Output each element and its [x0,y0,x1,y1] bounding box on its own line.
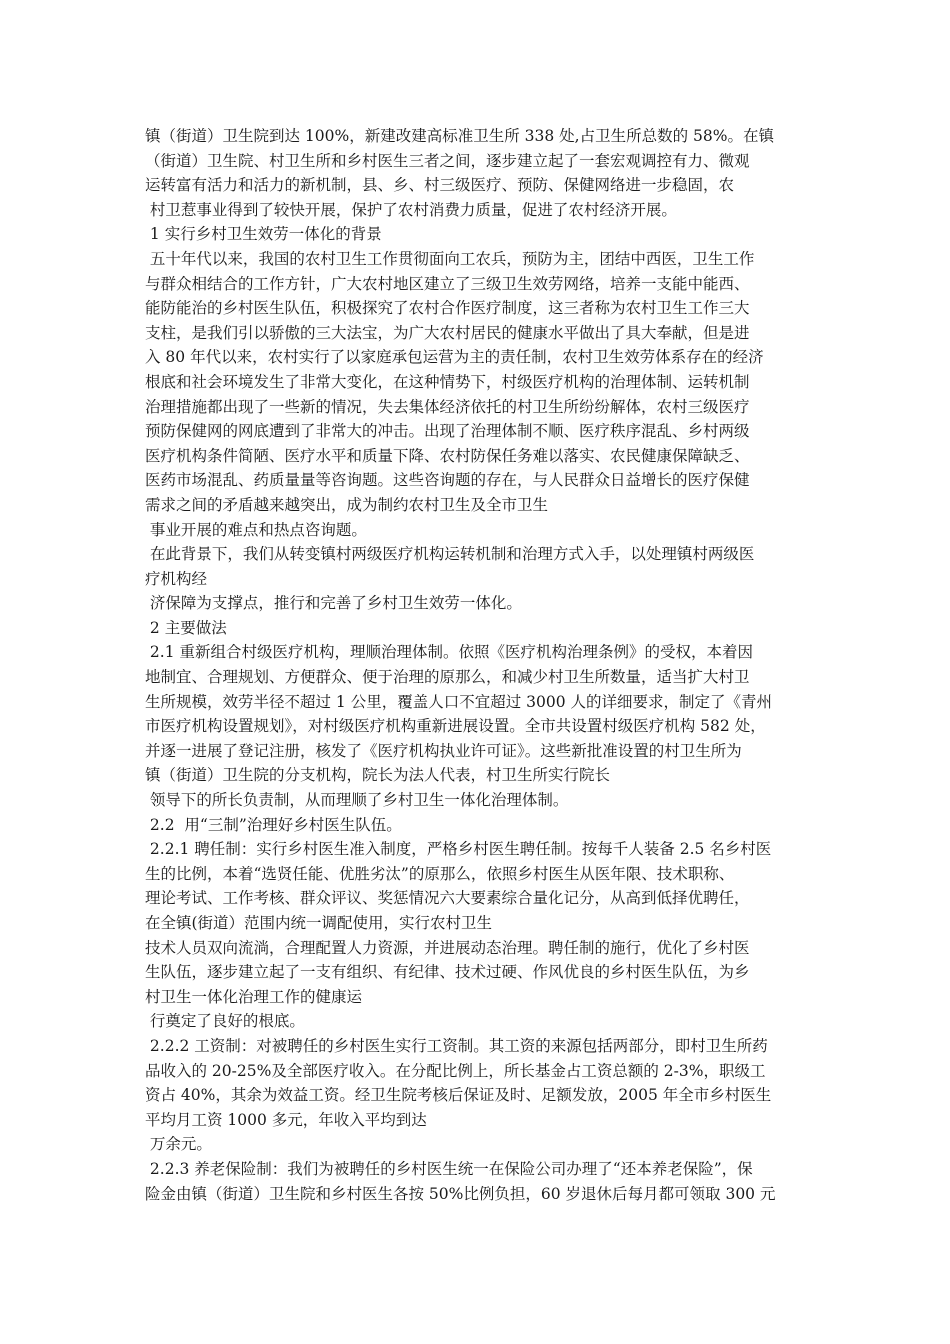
text-line: 并逐一进展了登记注册，核发了《医疗机构执业许可证》。这些新批准设置的村卫生所为 [145,741,742,760]
text-line: 疗机构经 [145,569,208,588]
text-line: 与群众相结合的工作方针，广大农村地区建立了三级卫生效劳网络，培养一支能中能西、 [145,274,750,293]
text-line: 镇（街道）卫生院到达 100%，新建改建高标准卫生所 338 处,占卫生所总数的 58%。在镇 [145,127,774,145]
text-line: 资占 40%，其余为效益工资。经卫生院考核后保证及时、足额发放，2005 年全市乡村医生 [145,1086,772,1105]
text-line: 生的比例，本着“选贤任能、优胜劣汰”的原那么，依照乡村医生从医年限、技术职称、 [145,864,735,883]
text-line: （街道）卫生院、村卫生所和乡村医生三者之间，逐步建立起了一套宏观调控有力、微观 [145,151,750,170]
text-line: 支柱，是我们引以骄傲的三大法宝，为广大农村居民的健康水平做出了具大奉献，但是进 [145,323,750,342]
text-line: 2.2.3 养老保险制：我们为被聘任的乡村医生统一在保险公司办理了“还本养老保险”，保 [145,1159,753,1178]
text-line: 村卫生一体化治理工作的健康运 [145,987,363,1006]
text-line: 技术人员双向流淌，合理配置人力资源，并进展动态治理。聘任制的施行，优化了乡村医 [145,938,750,957]
text-line: 市医疗机构设置规划》，对村级医疗机构重新进展设置。全市共设置村级医疗机构 582 处， [145,717,766,736]
text-line: 根底和社会环境发生了非常大变化，在这种情势下，村级医疗机构的治理体制、运转机制 [145,372,750,391]
text-line: 运转富有活力和活力的新机制，县、乡、村三级医疗、预防、保健网络进一步稳固，农 [145,176,735,195]
text-line: 能防能治的乡村医生队伍，积极探究了农村合作医疗制度，这三者称为农村卫生工作三大 [145,299,750,318]
text-line: 需求之间的矛盾越来越突出，成为制约农村卫生及全市卫生 [145,495,549,514]
text-line: 治理措施都出现了一些新的情况，失去集体经济依托的村卫生所纷纷解体，农村三级医疗 [145,397,750,416]
text-line: 2.2.1 聘任制：实行乡村医生准入制度，严格乡村医生聘任制。按每千人装备 2.5 名乡村医 [145,840,772,859]
text-line: 险金由镇（街道）卫生院和乡村医生各按 50%比例负担，60 岁退休后每月都可领取 300 元 [145,1184,776,1203]
text-line: 2.2 用“三制”治理好乡村医生队伍。 [145,815,402,834]
text-line: 五十年代以来，我国的农村卫生工作贯彻面向工农兵，预防为主，团结中西医，卫生工作 [145,249,755,268]
text-line: 1 实行乡村卫生效劳一体化的背景 [145,225,382,244]
text-line: 在全镇(街道）范围内统一调配使用，实行农村卫生 [145,914,493,932]
text-line: 生所规模，效劳半径不超过 1 公里，覆盖人口不宜超过 3000 人的详细要求，制定了《青州 [145,692,773,711]
text-line: 行奠定了良好的根底。 [145,1012,305,1031]
text-line: 品收入的 20-25%及全部医疗收入。在分配比例上，所长基金占工资总额的 2-3%，职级工 [145,1061,766,1080]
text-line: 2.1 重新组合村级医疗机构，理顺治理体制。依照《医疗机构治理条例》的受权，本着因 [145,643,754,662]
text-line: 万余元。 [145,1135,212,1154]
text-line: 医药市场混乱、药质量量等咨询题。这些咨询题的存在，与人民群众日益增长的医疗保健 [145,471,750,490]
text-line: 2.2.2 工资制：对被聘任的乡村医生实行工资制。其工资的来源包括两部分，即村卫生所药 [145,1036,768,1055]
text-line: 理论考试、工作考核、群众评议、奖惩情况六大要素综合量化记分，从高到低择优聘任， [145,889,750,908]
text-line: 生队伍，逐步建立起了一支有组织、有纪律、技术过硬、作风优良的乡村医生队伍，为乡 [145,963,750,982]
text-line: 医疗机构条件简陋、医疗水平和质量下降、农村防保任务难以落实、农民健康保障缺乏、 [145,446,750,465]
text-line: 济保障为支撑点，推行和完善了乡村卫生效劳一体化。 [145,594,522,613]
text-line: 入 80 年代以来，农村实行了以家庭承包运营为主的责任制，农村卫生效劳体系存在的经济 [145,348,764,367]
text-line: 事业开展的难点和热点咨询题。 [145,520,367,539]
text-line: 领导下的所长负责制，从而理顺了乡村卫生一体化治理体制。 [145,791,569,810]
document-body [145,124,825,1206]
text-line: 在此背景下，我们从转变镇村两级医疗机构运转机制和治理方式入手，以处理镇村两级医 [145,545,755,564]
text-line: 地制宜、合理规划、方便群众、便于治理的原那么，和减少村卫生所数量，适当扩大村卫 [145,668,750,687]
text-line: 预防保健网的网底遭到了非常大的冲击。出现了治理体制不顺、医疗秩序混乱、乡村两级 [145,422,750,441]
text-line: 镇（街道）卫生院的分支机构，院长为法人代表，村卫生所实行院长 [145,766,611,785]
text-line: 村卫惹事业得到了较快开展，保护了农村消费力质量，促进了农村经济开展。 [145,200,677,219]
text-line: 2 主要做法 [145,618,227,637]
text-line: 平均月工资 1000 多元，年收入平均到达 [145,1110,427,1129]
